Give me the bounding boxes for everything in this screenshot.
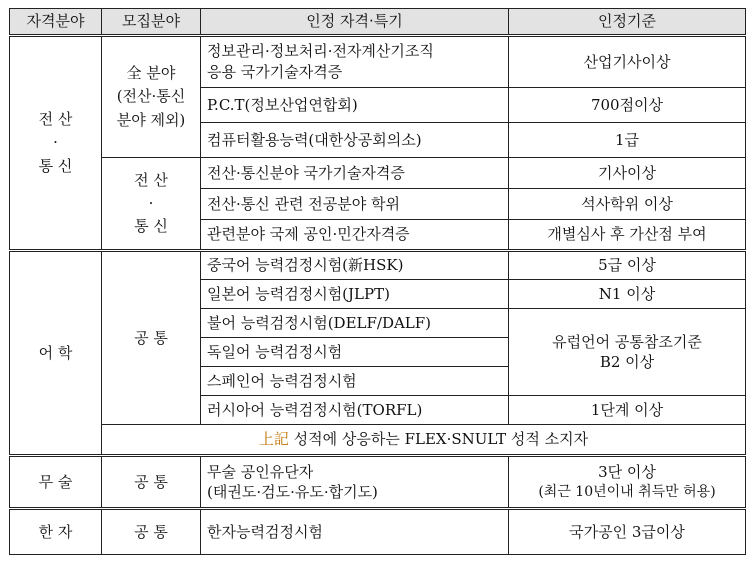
standard-cell: 산업기사이상 [509, 35, 746, 87]
standard-cell: 5급 이상 [509, 250, 746, 279]
qualification-cell: P.C.T(정보산업연합회) [201, 87, 509, 122]
standard-cell: 1단계 이상 [509, 395, 746, 424]
field-hanja: 한 자 [10, 509, 102, 555]
certification-table [9, 8, 746, 555]
field-language: 어 학 [10, 250, 102, 455]
standard-euro-cefr: 유럽언어 공통참조기준 B2 이상 [509, 308, 746, 395]
field-it: 전 산 · 통 신 [10, 35, 102, 250]
group-common-hanja: 공 통 [102, 509, 201, 555]
table-row [10, 509, 746, 555]
header-standard: 인정기준 [509, 9, 746, 36]
note-prefix: 上記 [258, 430, 289, 449]
standard-cell: 3단 이상 (최근 10년이내 취득만 허용) [509, 455, 746, 509]
table-row [10, 424, 746, 455]
qualification-cell: 컴퓨터활용능력(대한상공회의소) [201, 122, 509, 157]
standard-cell: 1급 [509, 122, 746, 157]
qualification-cell: 불어 능력검정시험(DELF/DALF) [201, 308, 509, 337]
header-recruit: 모집분야 [102, 9, 201, 36]
qualification-cell: 관련분야 국제 공인·민간자격증 [201, 219, 509, 250]
qualification-cell: 정보관리·정보처리·전자계산기조직 응용 국가기술자격증 [201, 35, 509, 87]
qualification-cell: 전산·통신분야 국가기술자격증 [201, 157, 509, 188]
table-row [10, 250, 746, 279]
standard-cell: N1 이상 [509, 279, 746, 308]
standard-cell: 국가공인 3급이상 [509, 509, 746, 555]
qualification-cell: 일본어 능력검정시험(JLPT) [201, 279, 509, 308]
language-equivalence-note [102, 424, 746, 455]
qualification-cell: 러시아어 능력검정시험(TORFL) [201, 395, 509, 424]
group-it: 전 산 · 통 신 [102, 157, 201, 250]
header-qualification: 인정 자격·특기 [201, 9, 509, 36]
qualification-cell: 독일어 능력검정시험 [201, 337, 509, 366]
qualification-cell: 한자능력검정시험 [201, 509, 509, 555]
header-row [10, 9, 746, 36]
qualification-cell: 전산·통신 관련 전공분야 학위 [201, 188, 509, 219]
table-row [10, 455, 746, 509]
qualification-cell: 무술 공인유단자 (태권도·검도·유도·합기도) [201, 455, 509, 509]
header-field: 자격분야 [10, 9, 102, 36]
qualification-cell: 중국어 능력검정시험(新HSK) [201, 250, 509, 279]
standard-cell: 기사이상 [509, 157, 746, 188]
table-row [10, 157, 746, 188]
group-common-martial: 공 통 [102, 455, 201, 509]
qualification-cell: 스페인어 능력검정시험 [201, 366, 509, 395]
standard-cell: 개별심사 후 가산점 부여 [509, 219, 746, 250]
table-row [10, 35, 746, 87]
field-martial-arts: 무 술 [10, 455, 102, 509]
standard-cell: 석사학위 이상 [509, 188, 746, 219]
group-all-fields: 全 분야 (전산·통신 분야 제외) [102, 35, 201, 157]
standard-cell: 700점이상 [509, 87, 746, 122]
note-text: 성적에 상응하는 FLEX·SNULT 성적 소지자 [288, 430, 589, 449]
group-common-language: 공 통 [102, 250, 201, 424]
